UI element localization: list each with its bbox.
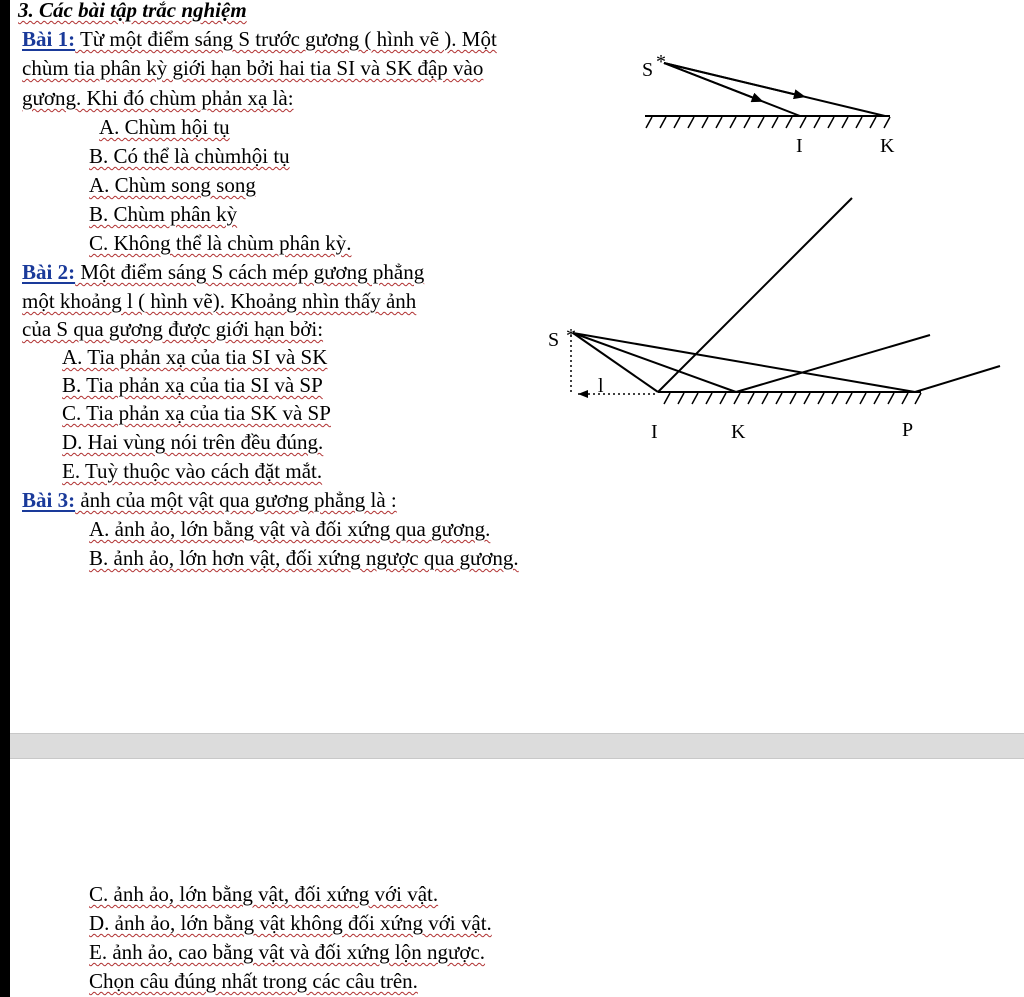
q1-text-line2: chùm tia phân kỳ giới hạn bởi hai tia SI và SK đập vào	[22, 56, 484, 80]
q3-instruction: Chọn câu đúng nhất trong các câu trên.	[89, 969, 418, 993]
figure-1-mirror-diagram	[642, 51, 895, 157]
fig2-label-i: I	[651, 421, 658, 443]
q3-option: C. ảnh ảo, lớn bằng vật, đối xứng với vật.	[89, 882, 439, 906]
fig1-label-k: K	[880, 135, 895, 157]
q2-option: E. Tuỳ thuộc vào cách đặt mắt.	[62, 459, 323, 483]
q2-option: B. Tia phản xạ của tia SI và SP	[62, 373, 323, 397]
fig2-ray-sp	[573, 333, 915, 392]
q2-label: Bài 2:	[22, 260, 76, 284]
q1-label: Bài 1:	[22, 27, 76, 51]
q2-option: C. Tia phản xạ của tia SK và SP	[62, 401, 331, 425]
q2-text-line2: một khoảng l ( hình vẽ). Khoảng nhìn thấy ảnh	[22, 289, 417, 313]
q1-option: C. Không thể là chùm phân kỳ.	[89, 231, 352, 255]
fig2-reflected-si	[658, 198, 852, 392]
q1-option: A. Chùm hội tụ	[99, 115, 230, 139]
fig2-ray-si	[573, 333, 658, 392]
q1-option: A. Chùm song song	[89, 173, 256, 197]
q3-text-1: ảnh của một vật qua gương phẳng là :	[75, 488, 397, 512]
fig2-label-s: S	[548, 329, 560, 351]
q1-text-line3: gương. Khi đó chùm phản xạ là:	[22, 86, 294, 110]
fig2-point-star: *	[566, 325, 576, 347]
q3-option: D. ảnh ảo, lớn bằng vật không đối xứng với vật.	[89, 911, 492, 935]
q3-label: Bài 3:	[22, 488, 76, 512]
figure-2-mirror-diagram	[548, 198, 1000, 443]
q1-text-1: Từ một điểm sáng S trước gương ( hình vẽ ). Một	[75, 27, 497, 51]
q3-option: E. ảnh ảo, cao bằng vật và đối xứng lộn ngược.	[89, 940, 486, 964]
q3-option: B. ảnh ảo, lớn hơn vật, đối xứng ngược qua gương.	[89, 546, 519, 570]
q1-option: B. Có thể là chùmhội tụ	[89, 144, 290, 168]
fig1-mirror-hatching	[646, 117, 890, 128]
section-heading: 3. Các bài tập trắc nghiệm	[18, 0, 247, 22]
q2-text-1: Một điểm sáng S cách mép gương phẳng	[75, 260, 425, 284]
fig1-point-star: *	[656, 51, 666, 73]
fig1-label-i: I	[796, 135, 803, 157]
fig2-mirror-hatching	[664, 393, 921, 404]
fig2-label-k: K	[731, 421, 746, 443]
fig1-arrow-sk	[664, 63, 800, 96]
fig2-reflected-sk	[736, 335, 930, 392]
q2-text-line3: của S qua gương được giới hạn bởi:	[22, 317, 324, 341]
q2-option: A. Tia phản xạ của tia SI và SK	[62, 345, 328, 369]
fig2-reflected-sp	[915, 366, 1000, 392]
q3-option: A. ảnh ảo, lớn bằng vật và đối xứng qua gương.	[89, 517, 491, 541]
q2-option: D. Hai vùng nói trên đều đúng.	[62, 430, 324, 454]
fig2-label-l: l	[598, 375, 604, 397]
fig1-label-s: S	[642, 59, 654, 81]
fig2-label-p: P	[902, 419, 914, 441]
q1-option: B. Chùm phân kỳ	[89, 202, 238, 226]
